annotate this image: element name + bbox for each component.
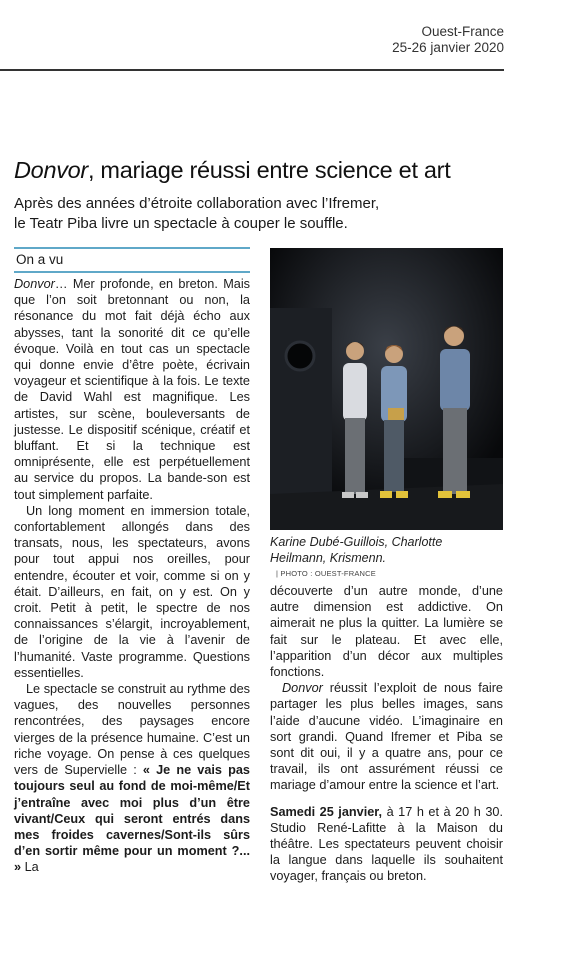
supervielle-quote: « Je ne vais pas toujours seul au fond de moi-même/Et j’entraîne avec moi plus d’un être vivant/Ceux qui seront entrés dans mes froides cavernes/Sont-ils sûrs d’en sortir même pour un moment ?... » [14, 763, 250, 875]
col1-p3-end: La [24, 860, 39, 875]
col2-show-title: Donvor [282, 681, 323, 696]
chapo-line-2: le Teatr Piba livre un spectacle à couper le souffle. [14, 215, 348, 232]
col1-paragraph-1 [14, 276, 250, 503]
col2-paragraph-1: découverte d’un autre monde, d’une autre dimension est addictive. On aimerait ne plus la quitter. La lumière se fait sur le plateau. Et avec elle, l’apparition d’un décor aux multiples fonctions. [270, 584, 503, 680]
headline-rest: , mariage réussi entre science et art [87, 157, 451, 183]
col1-paragraph-2: Un long moment en immersion totale, confortablement allongés dans des transats, nous, les spectateurs, avons pour tout appui nos oreilles, pour entendre, écouter et voir, comme si on y était. D’ailleurs, en fait, on y est. On y croit. Petit à petit, le spectre de nos connaissances s’élargit, incroyablement, de l’origine de la vie à l’avenir de l’humanité. Vaste programme. Questions essentielles. [14, 503, 250, 680]
article-chapo [14, 194, 494, 234]
article-column-1 [14, 276, 250, 876]
stage-photo [270, 248, 503, 530]
photo-credit: | PHOTO : OUEST-FRANCE [276, 569, 376, 578]
stage-photo-illustration [270, 248, 503, 530]
caption-line-2 [270, 550, 506, 582]
article-column-2 [270, 583, 503, 885]
col1-p1-text: … Mer profonde, en breton. Mais que l’on soit bretonnant ou non, la résonance du mot fait déjà écho aux abysses, tant la sonorité dit ce qu’elle évoque. Voilà en tout cas un spectacle qui donne envie d’être poète, écrivain voyageur et scientifique à la fois. Le texte de David Wahl est magnifique. Les artistes, sur scène, bouleversants de justesse. Le dispositif scénique, créatif et bluffant. Et si la technique est omniprésente, elle est perpétuellement au service du propos. La bande-son est tout simplement parfaite. [14, 277, 250, 502]
headline-show-title: Donvor [14, 157, 88, 183]
publication-name: Ouest-France [421, 24, 504, 39]
article-headline [14, 156, 514, 184]
rubric-rule-bottom [14, 271, 250, 273]
caption-names: Heilmann, Krismenn. [270, 551, 387, 565]
practical-info-text: à 17 h et à 20 h 30. Studio René-Lafitte à la Maison du théâtre. Les spectateurs peuvent choisir la langue dans laquelle ils souhaitent voyager, français ou breton. [270, 804, 503, 884]
col1-show-title: Donvor [14, 277, 55, 291]
chapo-line-1: Après des années d’étroite collaboration avec l’Ifremer, [14, 195, 380, 212]
col2-paragraph-2 [270, 680, 503, 793]
col1-p3-text: Le spectacle se construit au rythme des vagues, des nouvelles personnes rencontrées, des paysages encore vierges de la présence humaine. C’est un riche voyage. On pense à ces quelques vers de Supervielle : [14, 682, 250, 778]
practical-info [270, 804, 503, 885]
publication-date: 25-26 janvier 2020 [392, 40, 504, 55]
caption-line-1: Karine Dubé-Guillois, Charlotte [270, 535, 443, 549]
rubric-label: On a vu [16, 252, 64, 267]
practical-info-date: Samedi 25 janvier, [270, 804, 383, 819]
rubric-rule-top [14, 247, 250, 249]
col1-paragraph-3 [14, 681, 250, 875]
source-block [392, 24, 504, 56]
header-rule [0, 69, 504, 71]
photo-caption [270, 534, 506, 582]
col2-p2-text: réussit l’exploit de nous faire partager les plus belles images, sans l’aide d’aucune vidéo. L’imaginaire en sort grandi. Quand Ifremer et Piba se sont dit oui, il y a quatre ans, pour ce travail, ils ont assurément réussi ce mariage d’amour entre la science et l’art. [270, 681, 503, 793]
